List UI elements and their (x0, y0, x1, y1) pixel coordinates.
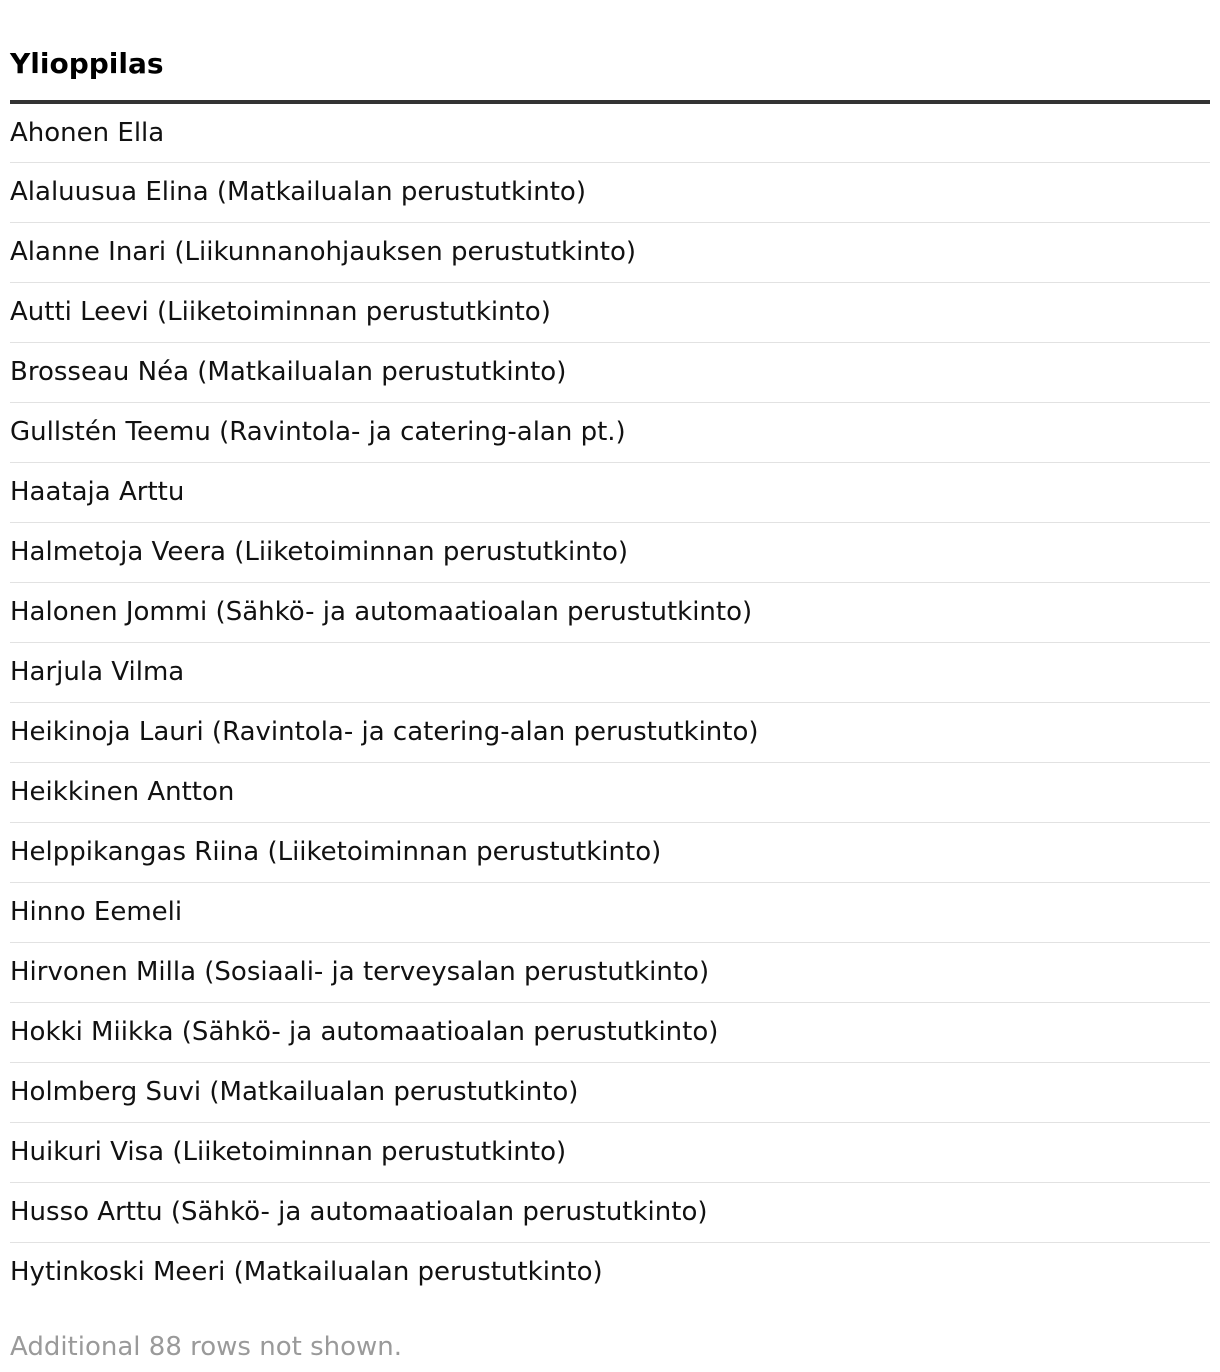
table-cell: Hinno Eemeli (10, 882, 1210, 942)
table-row (10, 282, 1210, 342)
table-row (10, 882, 1210, 942)
table-cell: Ahonen Ella (10, 102, 1210, 162)
table-cell: Husso Arttu (Sähkö- ja automaatioalan perustutkinto) (10, 1182, 1210, 1242)
column-header-ylioppilas: Ylioppilas (10, 0, 1210, 102)
table-row (10, 822, 1210, 882)
table-header-row (10, 0, 1210, 102)
table-row (10, 342, 1210, 402)
table-row (10, 102, 1210, 162)
table-row (10, 1122, 1210, 1182)
table-row (10, 162, 1210, 222)
table-cell: Holmberg Suvi (Matkailualan perustutkinto) (10, 1062, 1210, 1122)
table-row (10, 582, 1210, 642)
table-cell: Halonen Jommi (Sähkö- ja automaatioalan perustutkinto) (10, 582, 1210, 642)
table-cell: Harjula Vilma (10, 642, 1210, 702)
table-row (10, 642, 1210, 702)
rows-not-shown-note: Additional 88 rows not shown. (10, 1332, 403, 1362)
table-row (10, 402, 1210, 462)
table-row (10, 222, 1210, 282)
table-row (10, 462, 1210, 522)
table-cell: Alaluusua Elina (Matkailualan perustutkinto) (10, 162, 1210, 222)
table-row (10, 1242, 1210, 1302)
table-cell: Autti Leevi (Liiketoiminnan perustutkinto) (10, 282, 1210, 342)
table-cell: Gullstén Teemu (Ravintola- ja catering-alan pt.) (10, 402, 1210, 462)
table-row (10, 1182, 1210, 1242)
table-cell: Hirvonen Milla (Sosiaali- ja terveysalan perustutkinto) (10, 942, 1210, 1002)
table-cell: Halmetoja Veera (Liiketoiminnan perustutkinto) (10, 522, 1210, 582)
table-row (10, 942, 1210, 1002)
table-cell: Huikuri Visa (Liiketoiminnan perustutkinto) (10, 1122, 1210, 1182)
table-cell: Heikkinen Antton (10, 762, 1210, 822)
table-cell: Hytinkoski Meeri (Matkailualan perustutkinto) (10, 1257, 603, 1288)
table-cell: Helppikangas Riina (Liiketoiminnan perustutkinto) (10, 822, 1210, 882)
table-row (10, 762, 1210, 822)
table-cell: Hokki Miikka (Sähkö- ja automaatioalan perustutkinto) (10, 1002, 1210, 1062)
table-row (10, 702, 1210, 762)
table-row (10, 1062, 1210, 1122)
student-table (10, 0, 1210, 1302)
student-table-container (10, 0, 1210, 1362)
table-cell: Haataja Arttu (10, 462, 1210, 522)
table-row (10, 1002, 1210, 1062)
table-cell: Alanne Inari (Liikunnanohjauksen perustutkinto) (10, 222, 1210, 282)
table-row (10, 522, 1210, 582)
table-cell: Brosseau Néa (Matkailualan perustutkinto) (10, 342, 1210, 402)
table-cell: Heikinoja Lauri (Ravintola- ja catering-alan perustutkinto) (10, 702, 1210, 762)
